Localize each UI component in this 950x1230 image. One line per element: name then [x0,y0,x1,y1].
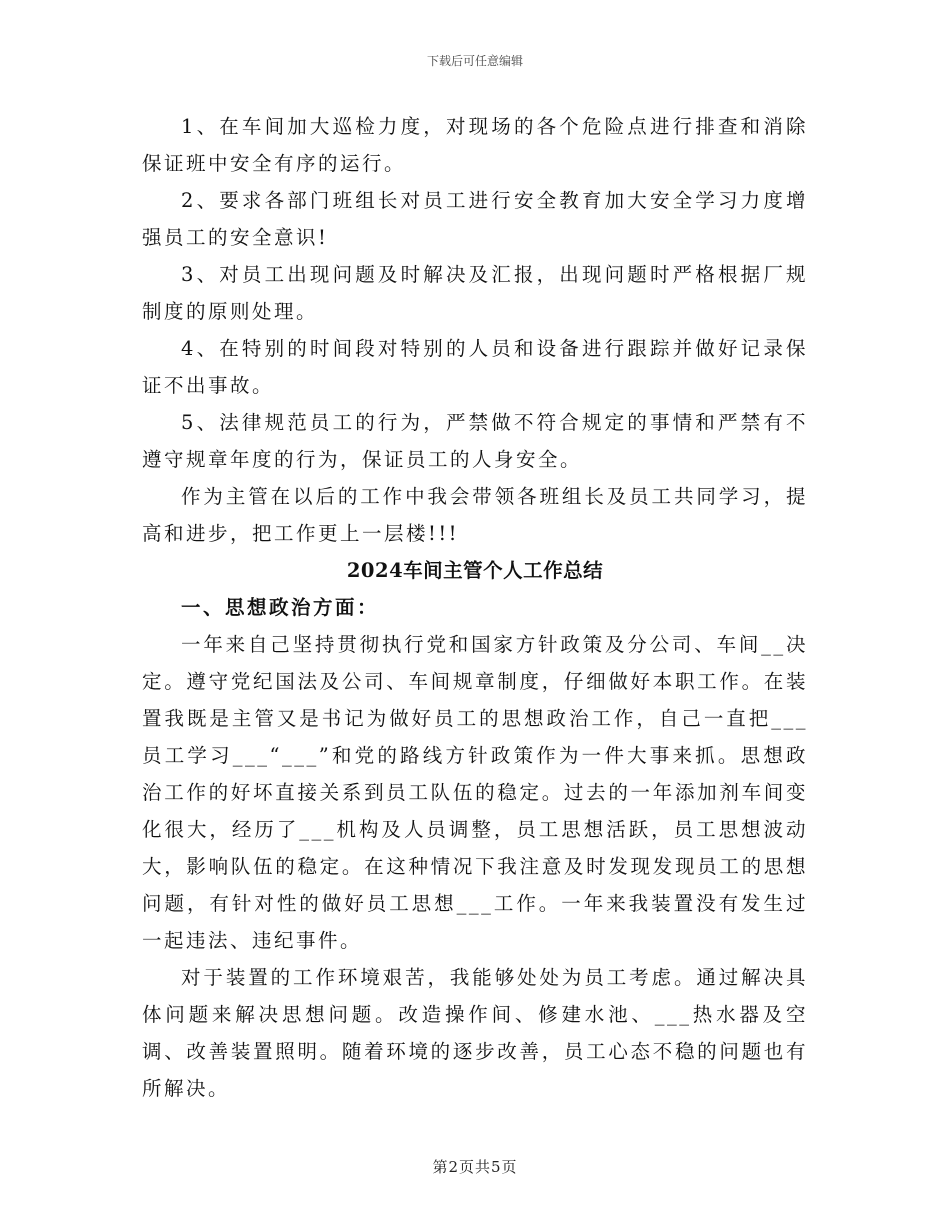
page-number: 第2页共5页 [432,1158,518,1176]
document-body [142,108,808,1107]
header-note: 下载后可任意编辑 [426,54,523,68]
paragraph-item-1: 1、在车间加大巡检力度，对现场的各个危险点进行排查和消除保证班中安全有序的运行。 [142,115,808,175]
subsection-title: 一、思想政治方面： [181,596,380,619]
paragraph-item-3: 3、对员工出现问题及时解决及汇报，出现问题时严格根据厂规制度的原则处理。 [142,263,808,323]
paragraph-item-5: 5、法律规范员工的行为，严禁做不符合规定的事情和严禁有不遵守规章年度的行为，保证员工的人身安全。 [142,411,808,471]
paragraph-item-2: 2、要求各部门班组长对员工进行安全教育加大安全学习力度增强员工的安全意识! [142,189,808,249]
paragraph-item-4: 4、在特别的时间段对特别的人员和设备进行跟踪并做好记录保证不出事故。 [142,337,808,397]
paragraph-closing: 作为主管在以后的工作中我会带领各班组长及员工共同学习，提高和进步，把工作更上一层楼!!! [142,485,808,545]
section-title: 2024车间主管个人工作总结 [346,559,604,582]
paragraph-political-work: 一年来自己坚持贯彻执行党和国家方针政策及分公司、车间__决定。遵守党纪国法及公司、车间规章制度，仔细做好本职工作。在装置我既是主管又是书记为做好员工的思想政治工作，自己一直把___员工学习___“___”和党的路线方针政策作为一件大事来抓。思想政治工作的好坏直接关系到员工队伍的稳定。过去的一年添加剂车间变化很大，经历了___机构及人员调整，员工思想活跃，员工思想波动大，影响队伍的稳定。在这种情况下我注意及时发现发现员工的思想问题，有针对性的做好员工思想___工作。一年来我装置没有发生过一起违法、违纪事件。 [142,633,808,952]
paragraph-work-environment: 对于装置的工作环境艰苦，我能够处处为员工考虑。通过解决具体问题来解决思想问题。改造操作间、修建水池、___热水器及空调、改善装置照明。随着环境的逐步改善，员工心态不稳的问题也有所解决。 [142,966,808,1100]
